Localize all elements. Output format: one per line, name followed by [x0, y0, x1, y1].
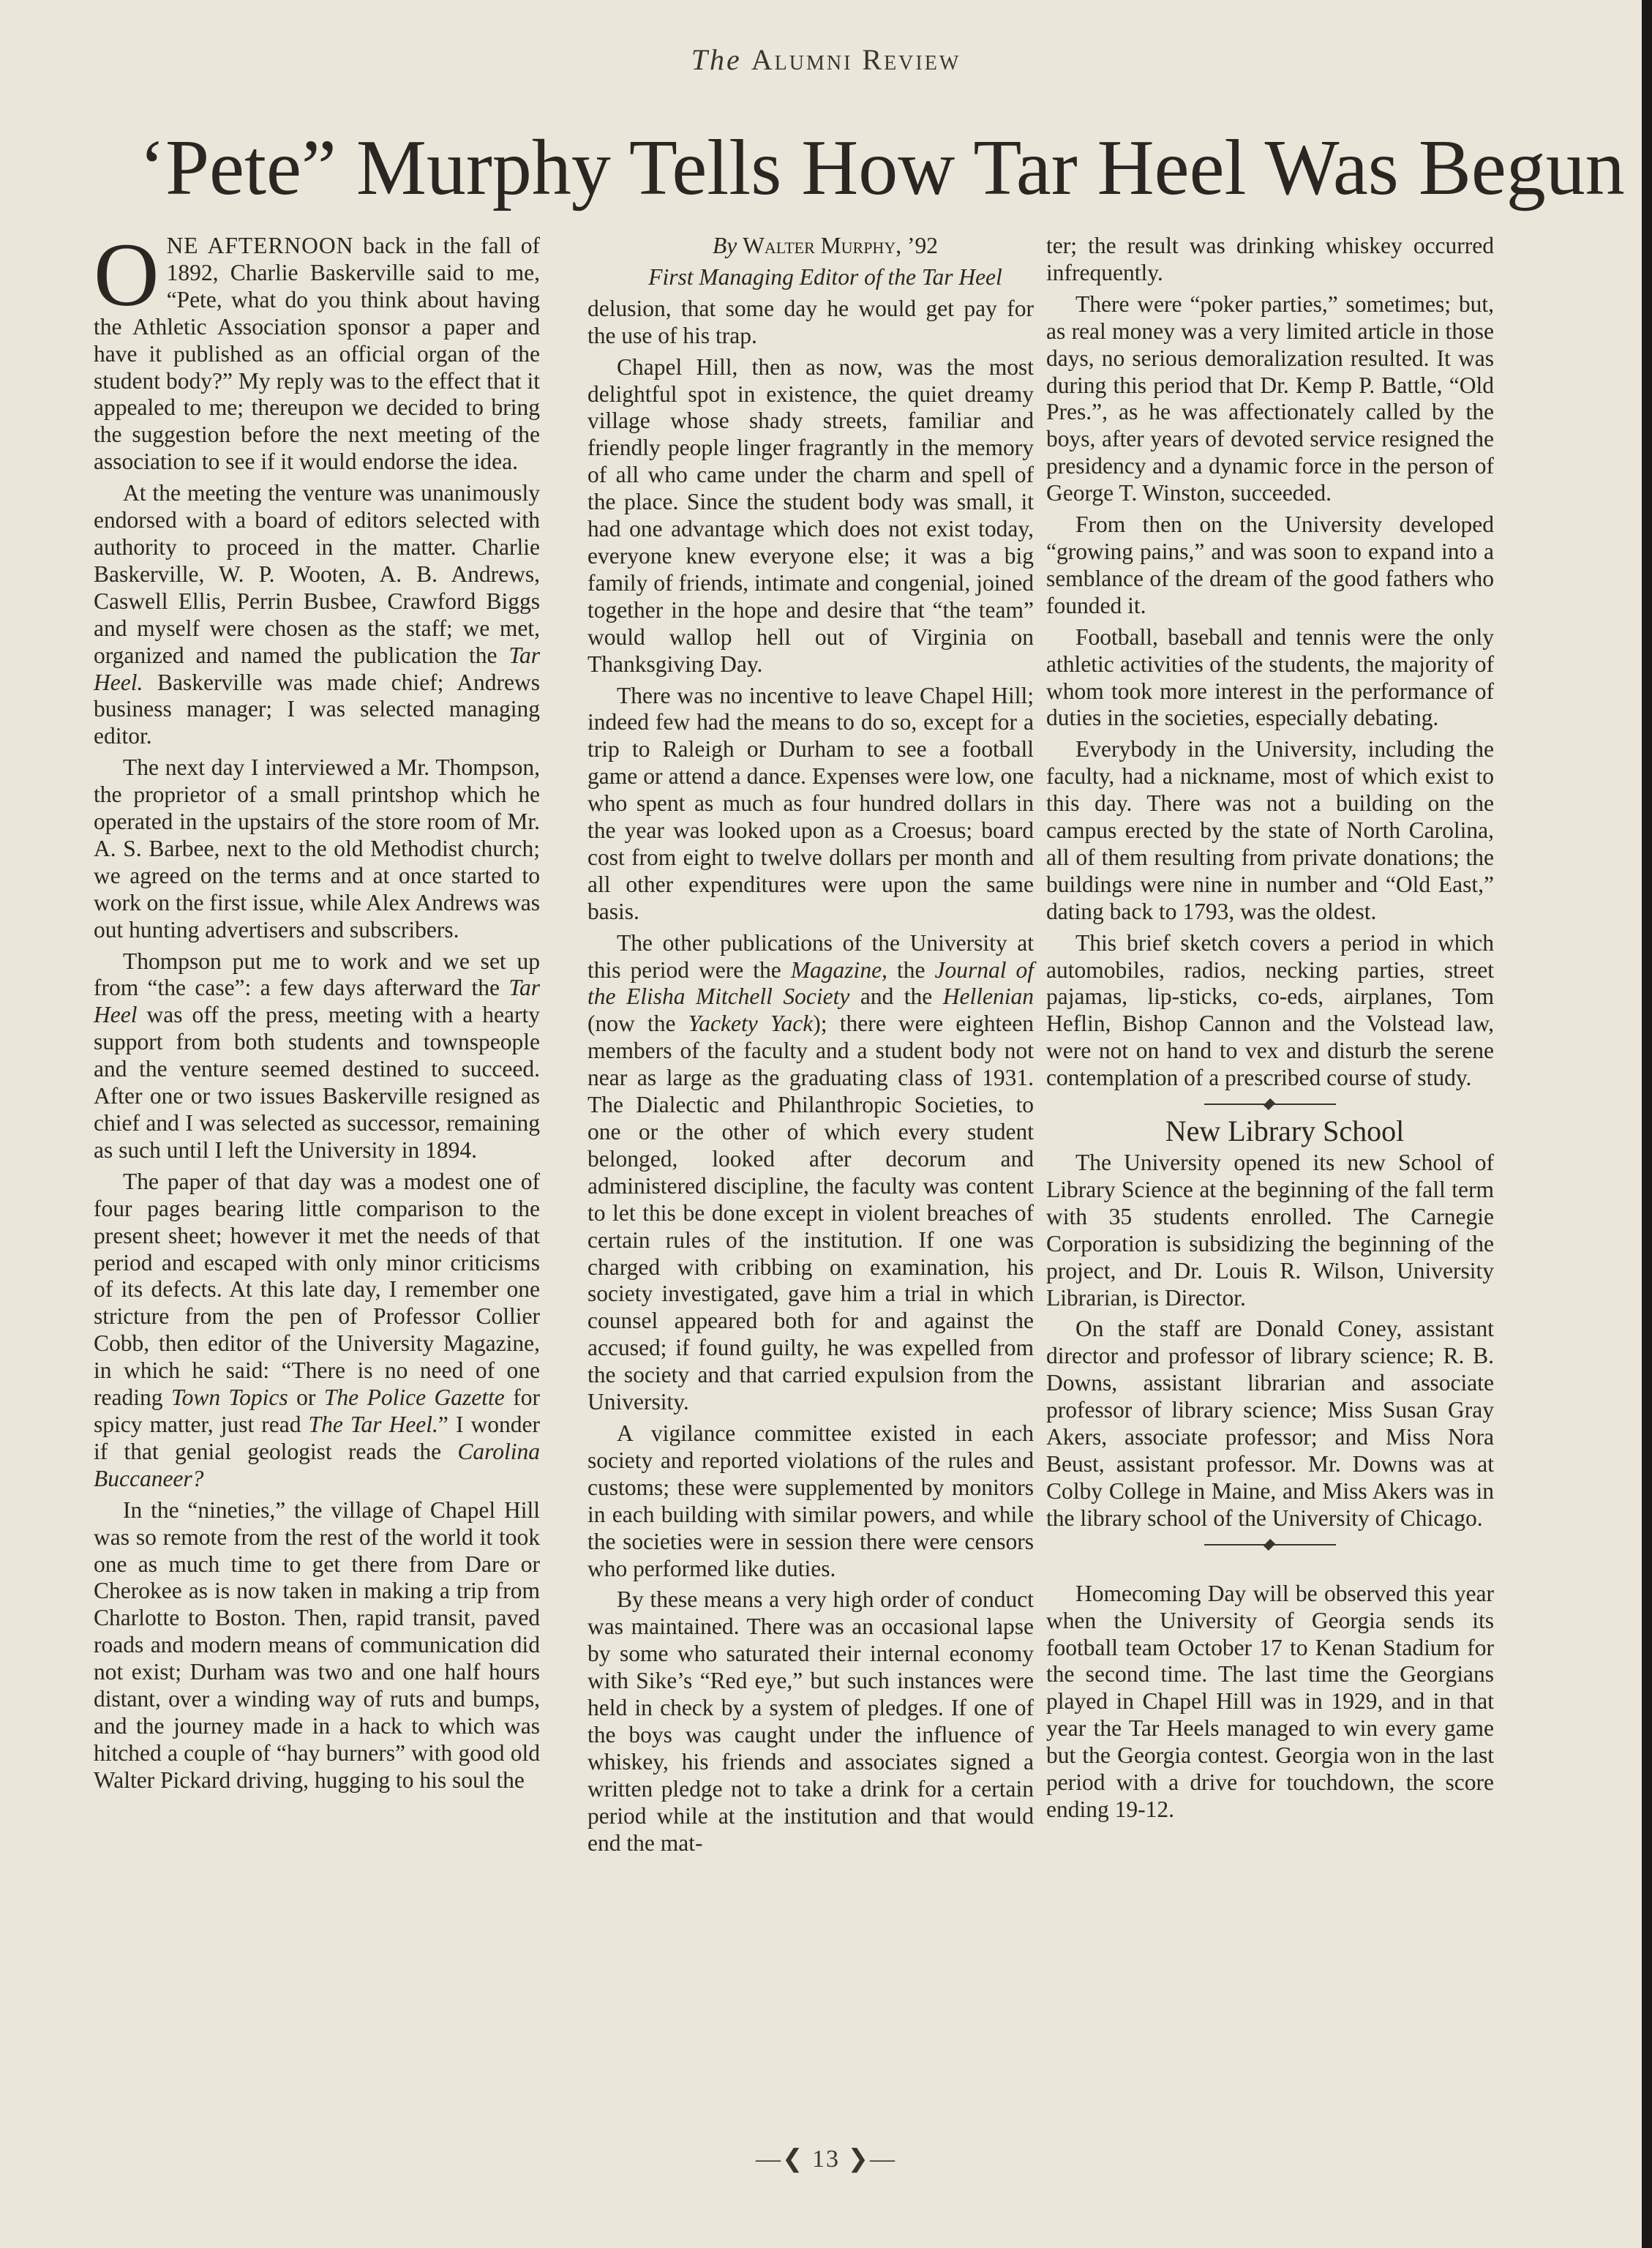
- article-paragraph: Thompson put me to work and we set up from “the case”: a few days afterward the Tar Heel was off the press, meeting with a hearty support from both students and townspeople and the venture seemed destined to succeed. After one or two issues Baskerville resigned as chief and I was selected as successor, remaining as such until I left the University in 1894.: [94, 948, 540, 1163]
- article-paragraph: There were “poker parties,” sometimes; but, as real money was a very limited article in those days, no serious demoralization resulted. It was during this period that Dr. Kemp P. Battle, “Old Pres.”, as he was affectionately called by the boys, after years of devoted service resigned the presidency and a dynamic force in the person of George T. Winston, succeeded.: [1046, 291, 1494, 506]
- running-head-the: The: [691, 43, 742, 76]
- folio-ornament-left: ❮: [782, 2146, 805, 2173]
- library-section-heading: New Library School: [1165, 1114, 1405, 1148]
- column-2: [587, 233, 1034, 1861]
- section-divider: [1204, 1544, 1336, 1546]
- running-head-title: Alumni Review: [751, 43, 961, 76]
- article-paragraph: This brief sketch covers a period in which automobiles, radios, necking parties, street pajamas, lip-sticks, co-eds, airplanes, Tom Heflin, Bishop Cannon and the Volstead law, were not on hand to vex and disturb the serene contemplation of a prescribed course of study.: [1046, 929, 1494, 1091]
- article-paragraph: ter; the result was drinking whiskey occurred infrequently.: [1046, 233, 1494, 285]
- article-paragraph: A vigilance committee existed in each society and reported violations of the rules and customs; these were supplemented by monitors in each building with similar powers, and while the societies were in session there were censors who performed like duties.: [587, 1420, 1034, 1581]
- page-edge: [1642, 0, 1652, 2248]
- library-paragraph: On the staff are Donald Coney, assistant director and professor of library science; R. B. Downs, assistant librarian and associate professor of library science; Miss Susan Gray Akers, associate professor; and Miss Nora Beust, assistant professor. Mr. Downs was at Colby College in Maine, and Miss Akers was in the library school of the University of Chicago.: [1046, 1316, 1494, 1531]
- byline-role: First Managing Editor of the Tar Heel: [648, 263, 1002, 290]
- article-paragraph: ONE AFTERNOON back in the fall of 1892, Charlie Baskerville said to me, “Pete, what do you think about having the Athletic Association sponsor a paper and have it published as an official organ of the student body?” My reply was to the effect that it appealed to me; thereupon we decided to bring the suggestion before the next meeting of the association to see if it would endorse the idea.: [94, 225, 540, 475]
- library-paragraph: The University opened its new School of Library Science at the beginning of the fall term with 35 students enrolled. The Carnegie Corporation is subsidizing the beginning of the project, and Dr. Louis R. Wilson, University Librarian, is Director.: [1046, 1150, 1494, 1311]
- running-head: [0, 42, 1652, 77]
- spacer: [1046, 1559, 1494, 1581]
- section-divider: [1204, 1104, 1336, 1105]
- article-paragraph: In the “nineties,” the village of Chapel Hill was so remote from the rest of the world it took one as much time to get there from Dare or Cherokee as is now taken in making a trip from Charlotte to Boston. Then, rapid transit, paved roads and modern means of communication did not exist; Durham was two and one half hours distant, over a winding way of ruts and bumps, and the journey made in a hack to which was hitched a couple of “hay burners” with good old Walter Pickard driving, hugging to his soul the: [94, 1496, 540, 1793]
- article-paragraph: Chapel Hill, then as now, was the most delightful spot in existence, the quiet dreamy village whose shady streets, familiar and friendly people linger fragrantly in the memory of all who came under the charm and spell of the place. Since the student body was small, it had one advantage which does not exist today, everyone knew everyone else; it was a big family of friends, intimate and congenial, joined together in the hope and desire that “the team” would wallop hell out of Virginia on Thanksgiving Day.: [587, 353, 1034, 677]
- article-paragraph: From then on the University developed “growing pains,” and was soon to expand into a semblance of the dream of the good fathers who founded it.: [1046, 512, 1494, 618]
- article-paragraph: The paper of that day was a modest one of four pages bearing little comparison to the present sheet; however it met the needs of that period and escaped with only minor criticisms of its defects. At this late day, I remember one stricture from the pen of Professor Collier Cobb, then editor of the University Magazine, in which he said: “There is no need of one reading Town Topics or The Police Gazette for spicy matter, just read The Tar Heel.” I wonder if that genial geologist reads the Carolina Buccaneer?: [94, 1168, 540, 1491]
- article-paragraph: By these means a very high order of conduct was maintained. There was an occasional lapse by some who saturated their internal economy with Sike’s “Red eye,” but such instances were held in check by a system of pledges. If one of the boys was caught under the influence of whiskey, his friends and associates signed a written pledge not to take a drink for a certain period while at the institution and that would end the mat-: [587, 1586, 1034, 1856]
- article-paragraph: At the meeting the venture was unanimously endorsed with a board of editors selected with authority to proceed in the matter. Charlie Baskerville, W. P. Wooten, A. B. Andrews, Caswell Ellis, Perrin Busbee, Crawford Biggs and myself were chosen as the staff; we met, organized and named the publication the Tar Heel. Baskerville was made chief; Andrews business manager; I was selected managing editor.: [94, 480, 540, 749]
- lead-caps: NE AFTERNOON: [166, 233, 354, 258]
- byline: By Walter Murphy, ’92: [713, 233, 938, 258]
- article-headline: ‘Pete” Murphy Tells How Tar Heel Was Begun: [139, 124, 1625, 211]
- article-paragraph: Football, baseball and tennis were the only athletic activities of the students, the majority of whom took more interest in the performance of duties in the societies, especially debating.: [1046, 623, 1494, 731]
- byline-author: Walter Murphy, ’92: [743, 233, 938, 258]
- page-number: —❮ 13 ❯—: [756, 2146, 896, 2173]
- page-number-value: 13: [812, 2146, 840, 2173]
- article-paragraph: There was no incentive to leave Chapel Hill; indeed few had the means to do so, except for a trip to Raleigh or Durham to see a football game or attend a dance. Expenses were low, one who spent as much as four hundred dollars in the year was looked upon as a Croesus; board cost from eight to twelve dollars per month and all other expenditures were upon the same basis.: [587, 682, 1034, 924]
- homecoming-paragraph: Homecoming Day will be observed this year when the University of Georgia sends its football team October 17 to Kenan Stadium for the second time. The last time the Georgians played in Chapel Hill was in 1929, and in that year the Tar Heels managed to win every game but the Georgia contest. Georgia won in the last period with a drive for touchdown, the score ending 19-12.: [1046, 1580, 1494, 1822]
- drop-cap: O: [94, 225, 159, 325]
- article-paragraph: The next day I interviewed a Mr. Thompson, the proprietor of a small printshop which he operated in the upstairs of the store room of Mr. A. S. Barbee, next to the old Methodist church; we agreed on the terms and at once started to work on the first issue, while Alex Andrews was out hunting advertisers and subscribers.: [94, 754, 540, 943]
- column-1: [94, 225, 540, 1799]
- article-paragraph: The other publications of the University at this period were the Magazine, the Journal of the Elisha Mitchell Society and the Hellenian (now the Yackety Yack); there were eighteen members of the faculty and a student body not near as large as the graduating class of 1931. The Dialectic and Philanthropic Societies, to one or the other of which every student belonged, looked after decorum and administered discipline, the faculty was content to let this be done except in violent breaches of certain rules of the institution. If one was charged with cribbing on examination, his society investigated, gave him a trial in which counsel appeared both for and against the accused; if found guilty, he was expelled from the society and that carried expulsion from the University.: [587, 929, 1035, 1415]
- column-3: [1046, 233, 1494, 1828]
- folio-ornament-right: ❯: [847, 2146, 870, 2173]
- article-paragraph: delusion, that some day he would get pay for the use of his trap.: [587, 295, 1034, 348]
- article-paragraph: Everybody in the University, including the faculty, had a nickname, most of which exist to this day. There was not a building on the campus erected by the state of North Carolina, all of them resulting from private donations; the buildings were nine in number and “Old East,” dating back to 1793, was the oldest.: [1046, 736, 1494, 924]
